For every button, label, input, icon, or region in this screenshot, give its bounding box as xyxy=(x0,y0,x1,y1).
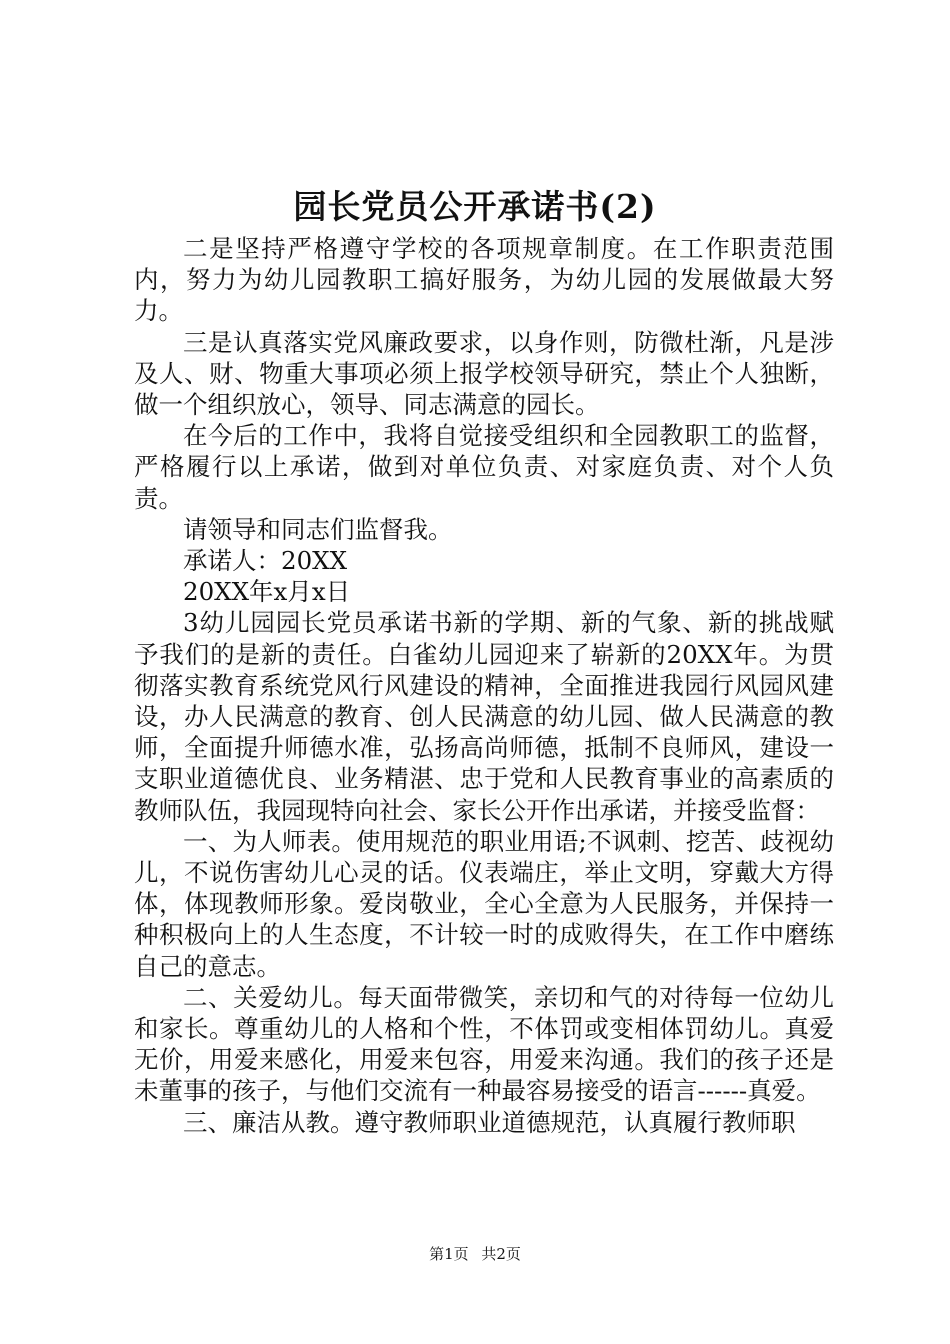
page-title: 园长党员公开承诺书(2) xyxy=(293,187,657,226)
paragraph: 在今后的工作中，我将自觉接受组织和全园教职工的监督，严格履行以上承诺，做到对单位负责、对家庭负责、对个人负责。 xyxy=(134,421,834,513)
paragraph: 二、关爱幼儿。每天面带微笑，亲切和气的对待每一位幼儿和家长。尊重幼儿的人格和个性，不体罚或变相体罚幼儿。真爱无价，用爱来感化，用爱来包容，用爱来沟通。我们的孩子还是未董事的孩子，与他们交流有一种最容易接受的语言------真爱。 xyxy=(134,982,834,1106)
signatory-line: 承诺人：20XX xyxy=(183,546,348,576)
document-body xyxy=(134,233,834,1138)
paragraph: 一、为人师表。使用规范的职业用语;不讽刺、挖苦、歧视幼儿，不说伤害幼儿心灵的话。仪表端庄，举止文明，穿戴大方得体，体现教师形象。爱岗敬业，全心全意为人民服务，并保持一种积极向上的人生态度，不计较一时的成败得失，在工作中磨练自己的意志。 xyxy=(134,826,834,981)
page-footer xyxy=(0,1244,950,1264)
page-number: 第1页 xyxy=(429,1245,469,1263)
paragraph: 三、廉洁从教。遵守教师职业道德规范，认真履行教师职 xyxy=(183,1107,796,1137)
paragraph: 请领导和同志们监督我。 xyxy=(183,514,453,544)
paragraph: 二是坚持严格遵守学校的各项规章制度。在工作职责范围内，努力为幼儿园教职工搞好服务，为幼儿园的发展做最大努力。 xyxy=(134,234,834,326)
page-total: 共2页 xyxy=(481,1245,521,1263)
paragraph: 3幼儿园园长党员承诺书新的学期、新的气象、新的挑战赋予我们的是新的责任。白雀幼儿园迎来了崭新的20XX年。为贯彻落实教育系统党风行风建设的精神，全面推进我园行风园风建设，办人民满意的教育、创人民满意的幼儿园、做人民满意的教师，全面提升师德水准，弘扬高尚师德，抵制不良师风，建设一支职业道德优良、业务精湛、忠于党和人民教育事业的高素质的教师队伍，我园现特向社会、家长公开作出承诺，并接受监督： xyxy=(134,608,834,825)
date-line: 20XX年x月x日 xyxy=(183,577,351,607)
paragraph: 三是认真落实党风廉政要求，以身作则，防微杜渐，凡是涉及人、财、物重大事项必须上报学校领导研究，禁止个人独断，做一个组织放心，领导、同志满意的园长。 xyxy=(134,327,834,420)
